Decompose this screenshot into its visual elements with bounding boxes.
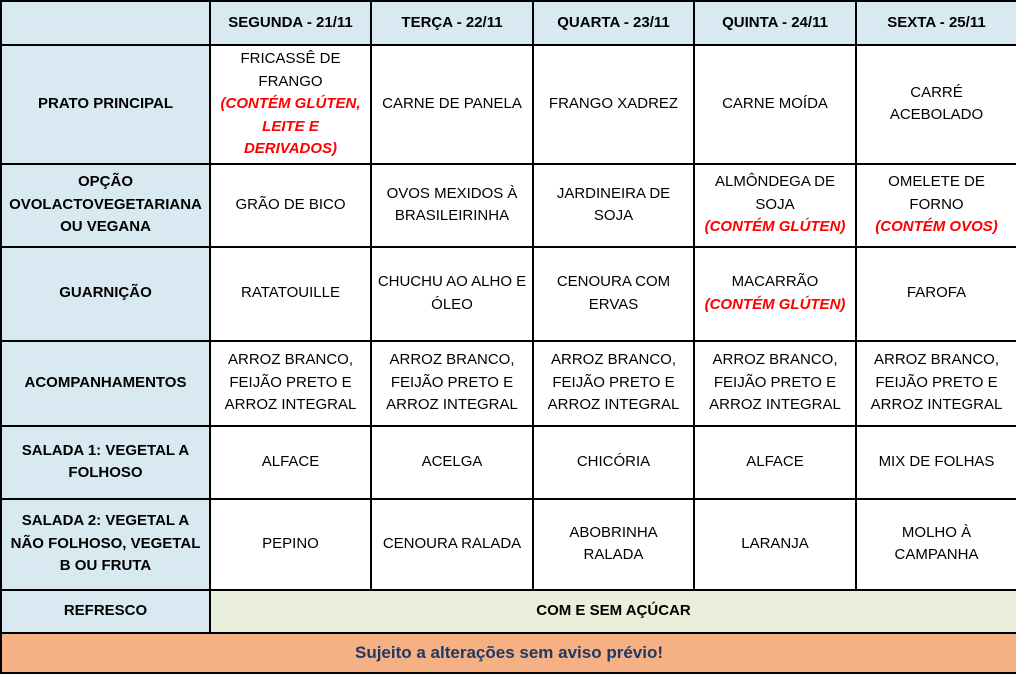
menu-cell: RATATOUILLE <box>210 247 371 341</box>
menu-cell: ARROZ BRANCO, FEIJÃO PRETO E ARROZ INTEGRAL <box>533 341 694 426</box>
menu-cell: CHUCHU AO ALHO E ÓLEO <box>371 247 533 341</box>
menu-cell: JARDINEIRA DE SOJA <box>533 164 694 247</box>
menu-cell: ARROZ BRANCO, FEIJÃO PRETO E ARROZ INTEGRAL <box>694 341 856 426</box>
menu-cell: ACELGA <box>371 426 533 499</box>
row-opcao-vegetariana <box>1 164 1016 247</box>
row-label-opcao-vegetariana: OPÇÃO OVOLACTOVEGETARIANA OU VEGANA <box>1 164 210 247</box>
menu-cell: MOLHO À CAMPANHA <box>856 499 1016 590</box>
row-refresco <box>1 590 1016 633</box>
menu-cell: CENOURA RALADA <box>371 499 533 590</box>
menu-cell: CARNE DE PANELA <box>371 45 533 164</box>
footer-row <box>1 633 1016 673</box>
menu-cell: LARANJA <box>694 499 856 590</box>
menu-cell: CENOURA COM ERVAS <box>533 247 694 341</box>
menu-cell: ABOBRINHA RALADA <box>533 499 694 590</box>
row-label-salada-1: SALADA 1: VEGETAL A FOLHOSO <box>1 426 210 499</box>
disclaimer-banner: Sujeito a alterações sem aviso prévio! <box>1 633 1016 673</box>
menu-cell: OVOS MEXIDOS À BRASILEIRINHA <box>371 164 533 247</box>
menu-cell: MIX DE FOLHAS <box>856 426 1016 499</box>
menu-cell: CARNE MOÍDA <box>694 45 856 164</box>
allergen-note: (CONTÉM GLÚTEN) <box>704 218 846 236</box>
menu-cell: ARROZ BRANCO, FEIJÃO PRETO E ARROZ INTEGRAL <box>856 341 1016 426</box>
col-header-quinta: QUINTA - 24/11 <box>694 1 856 45</box>
menu-cell: ALFACE <box>210 426 371 499</box>
row-label-prato-principal: PRATO PRINCIPAL <box>1 45 210 164</box>
col-header-quarta: QUARTA - 23/11 <box>533 1 694 45</box>
menu-cell: GRÃO DE BICO <box>210 164 371 247</box>
menu-cell: FAROFA <box>856 247 1016 341</box>
menu-cell <box>210 45 371 164</box>
menu-cell: ALFACE <box>694 426 856 499</box>
menu-cell <box>694 247 856 341</box>
menu-cell: CARRÉ ACEBOLADO <box>856 45 1016 164</box>
menu-cell: ARROZ BRANCO, FEIJÃO PRETO E ARROZ INTEGRAL <box>210 341 371 426</box>
allergen-note: (CONTÉM GLÚTEN, LEITE E DERIVADOS) <box>220 95 361 157</box>
menu-cell <box>694 164 856 247</box>
allergen-note: (CONTÉM OVOS) <box>875 218 998 236</box>
col-header-terca: TERÇA - 22/11 <box>371 1 533 45</box>
allergen-note: (CONTÉM GLÚTEN) <box>704 295 846 313</box>
col-header-sexta: SEXTA - 25/11 <box>856 1 1016 45</box>
corner-cell <box>1 1 210 45</box>
menu-cell: FRANGO XADREZ <box>533 45 694 164</box>
col-header-segunda: SEGUNDA - 21/11 <box>210 1 371 45</box>
dish-text: ALMÔNDEGA DE SOJA <box>714 173 836 213</box>
row-guarnicao <box>1 247 1016 341</box>
row-salada-1 <box>1 426 1016 499</box>
refresco-value-cell: COM E SEM AÇÚCAR <box>210 590 1016 633</box>
row-label-guarnicao: GUARNIÇÃO <box>1 247 210 341</box>
dish-text: FRICASSÊ DE FRANGO <box>240 50 341 90</box>
row-label-salada-2: SALADA 2: VEGETAL A NÃO FOLHOSO, VEGETAL B OU FRUTA <box>1 499 210 590</box>
header-row <box>1 1 1016 45</box>
row-acompanhamentos <box>1 341 1016 426</box>
menu-cell: ARROZ BRANCO, FEIJÃO PRETO E ARROZ INTEGRAL <box>371 341 533 426</box>
menu-cell: CHICÓRIA <box>533 426 694 499</box>
row-label-refresco: REFRESCO <box>1 590 210 633</box>
dish-text: OMELETE DE FORNO <box>888 173 985 213</box>
row-label-acompanhamentos: ACOMPANHAMENTOS <box>1 341 210 426</box>
menu-cell <box>856 164 1016 247</box>
dish-text: MACARRÃO <box>731 273 819 290</box>
row-prato-principal <box>1 45 1016 164</box>
row-salada-2 <box>1 499 1016 590</box>
menu-cell: PEPINO <box>210 499 371 590</box>
